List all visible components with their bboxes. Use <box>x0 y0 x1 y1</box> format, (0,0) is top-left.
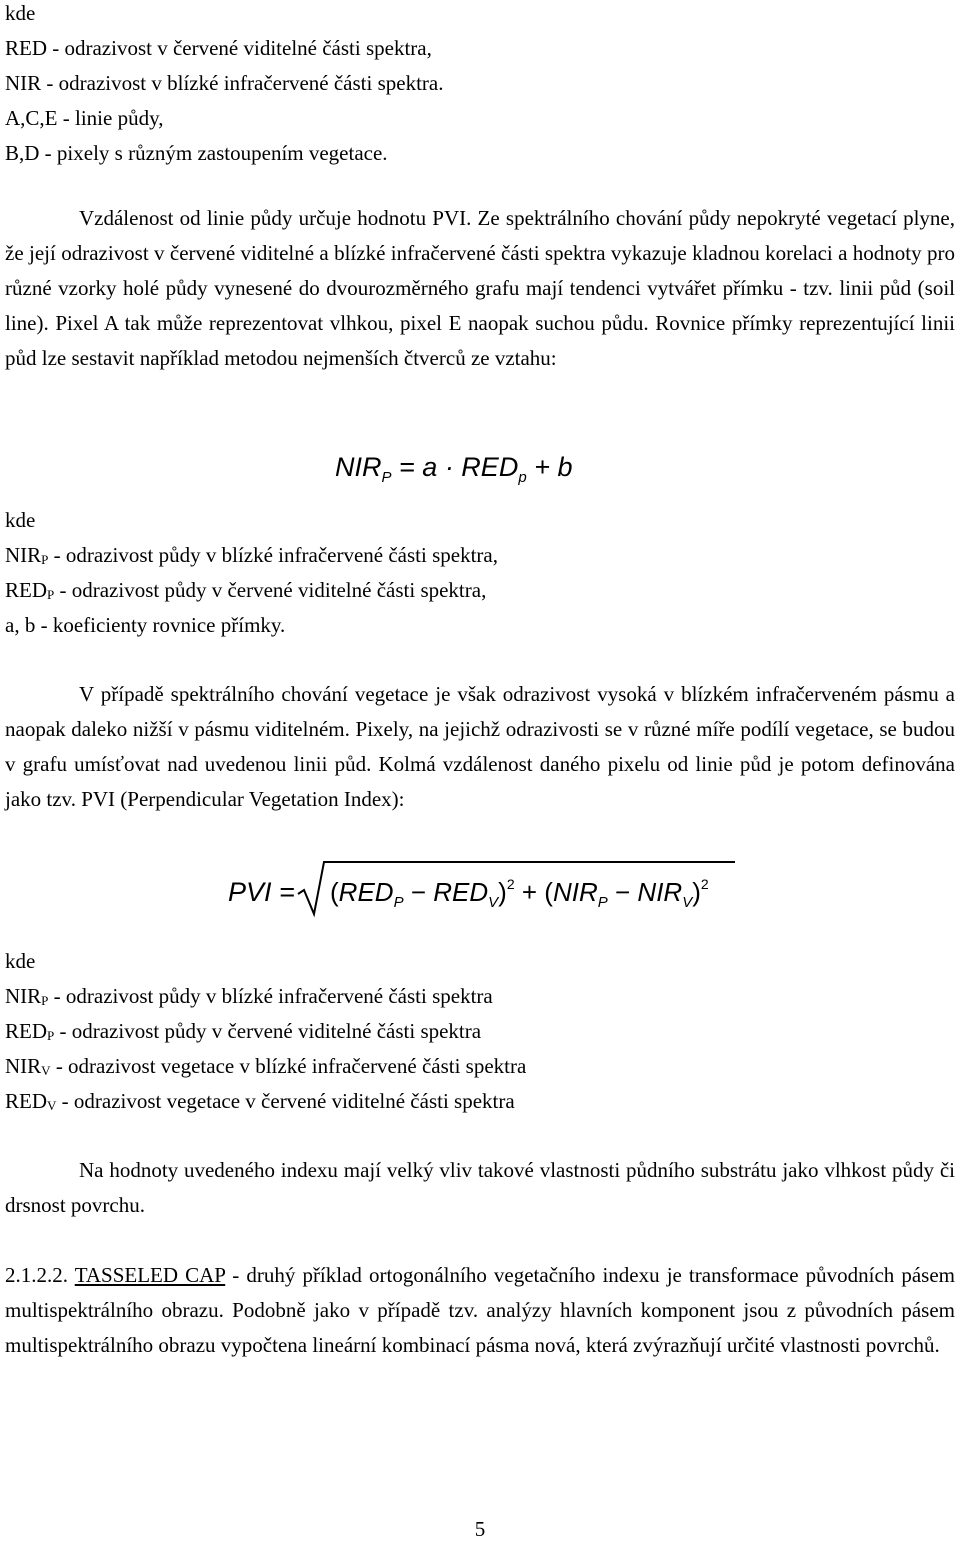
nirp-symbol: NIR <box>5 543 42 567</box>
def-nir-p <box>5 979 526 1014</box>
redp-definition <box>5 573 498 608</box>
pvi-radicand <box>330 874 709 910</box>
section-title: TASSELED CAP <box>74 1263 226 1287</box>
red-p-sub: P <box>393 894 404 911</box>
nir-definition: NIR - odrazivost v blízké infračervené části spektra. <box>5 71 444 95</box>
def-red-v <box>5 1084 526 1119</box>
red-v: RED <box>433 877 489 907</box>
redp-symbol: RED <box>5 578 47 602</box>
formula-sub-p2: p <box>518 469 527 486</box>
def-nir-v-sub: V <box>41 1063 51 1078</box>
pvi-equation <box>220 858 750 918</box>
square-2: 2 <box>700 876 709 892</box>
section-tasseled-cap <box>5 1258 955 1363</box>
bd-definition: B,D - pixely s různým zastoupením vegetace. <box>5 141 388 165</box>
def-nir-p-symbol: NIR <box>5 984 42 1008</box>
def-nir-p-sub: P <box>41 993 49 1008</box>
top-definitions <box>5 0 444 171</box>
plus: + <box>521 877 538 907</box>
nir-v-sub: V <box>682 894 693 911</box>
def-nir-v-symbol: NIR <box>5 1054 42 1078</box>
kde-label: kde <box>5 1 36 25</box>
nirp-definition <box>5 538 498 573</box>
formula-eq: = a · RED <box>399 452 519 482</box>
redp-subscript: P <box>47 587 55 602</box>
ab-definition: a, b - koeficienty rovnice přímky. <box>5 613 286 637</box>
def-red-p-sub: P <box>47 1028 55 1043</box>
nirp-subscript: P <box>41 552 49 567</box>
paren-close-2: ) <box>692 877 701 907</box>
def-red-v-text: - odrazivost vegetace v červené viditelné části spektra <box>56 1089 515 1113</box>
formula1-definitions <box>5 503 498 643</box>
kde-label-2: kde <box>5 508 36 532</box>
paren-open-2: ( <box>544 877 553 907</box>
def-red-p <box>5 1014 526 1049</box>
redp-text: - odrazivost půdy v červené viditelné části spektra, <box>54 578 487 602</box>
formula-plus-b: + b <box>534 452 573 482</box>
square-1: 2 <box>506 876 515 892</box>
paragraph-vegetation: V případě spektrálního chování vegetace je však odrazivost vysoká v blízkém infračerveném pásmu a naopak daleko nižší v pásmu viditelném. Pixely, na jejichž odrazivosti se v různé míře podílí vegetace, se budou v grafu umísťovat nad uvedenou linii půd. Kolmá vzdálenost daného pixelu od linie půd je potom definována jako tzv. PVI (Perpendicular Vegetation Index): <box>5 682 955 811</box>
paragraph-soil-influence: Na hodnoty uvedeného indexu mají velký vliv takové vlastnosti půdního substrátu jako vlhkost půdy či drsnost povrchu. <box>5 1158 955 1217</box>
formula-nir: NIR <box>335 452 382 482</box>
def-nir-v-text: - odrazivost vegetace v blízké infračervené části spektra <box>50 1054 527 1078</box>
minus-2: − <box>615 877 631 907</box>
def-red-p-symbol: RED <box>5 1019 47 1043</box>
kde-label-3: kde <box>5 949 36 973</box>
paragraph-pvi-intro: Vzdálenost od linie půdy určuje hodnotu PVI. Ze spektrálního chování půdy nepokryté vegetací plyne, že její odrazivost v červené viditelné a blízké infračervené části spektra vykazuje kladnou korelaci a hodnoty pro různé vzorky holé půdy vynesené do dvourozměrného grafu mají tendenci vytvářet přímku - tzv. linii půd (soil line). Pixel A tak může reprezentovat vlhkou, pixel E naopak suchou půdu. Rovnice přímky reprezentující linii půd lze sestavit například metodou nejmenších čtverců ze vztahu: <box>5 206 955 370</box>
def-red-p-text: - odrazivost půdy v červené viditelné části spektra <box>54 1019 482 1043</box>
def-red-v-symbol: RED <box>5 1089 47 1113</box>
red-v-sub: V <box>488 894 499 911</box>
paren-close-1: ) <box>498 877 507 907</box>
paren-open-1: ( <box>330 877 339 907</box>
section-text: - druhý příklad ortogonálního vegetačního indexu je transformace původních pásem multispektrálního obrazu. Podobně jako v případě tzv. analýzy hlavních komponent jsou z původních pásem multispektrálního obrazu vypočtena lineární kombinací pásma nová, která zvýrazňují určité vlastnosti povrchů. <box>5 1263 956 1357</box>
section-number: 2.1.2.2. <box>5 1263 68 1287</box>
def-red-v-sub: V <box>47 1098 57 1113</box>
nir-p: NIR <box>552 877 598 907</box>
ace-definition: A,C,E - linie půdy, <box>5 106 164 130</box>
pvi-definitions <box>5 944 526 1119</box>
soil-line-equation <box>335 449 572 485</box>
def-nir-v <box>5 1049 526 1084</box>
formula-sub-p: P <box>381 469 392 486</box>
nir-p-sub: P <box>597 894 608 911</box>
pvi-lhs: PVI = <box>228 877 295 907</box>
nir-v: NIR <box>637 877 683 907</box>
red-p: RED <box>338 877 394 907</box>
minus-1: − <box>410 877 427 907</box>
page-number: 5 <box>474 1517 486 1541</box>
def-nir-p-text: - odrazivost půdy v blízké infračervené části spektra <box>48 984 493 1008</box>
nirp-text: - odrazivost půdy v blízké infračervené části spektra, <box>48 543 498 567</box>
red-definition: RED - odrazivost v červené viditelné části spektra, <box>5 36 432 60</box>
